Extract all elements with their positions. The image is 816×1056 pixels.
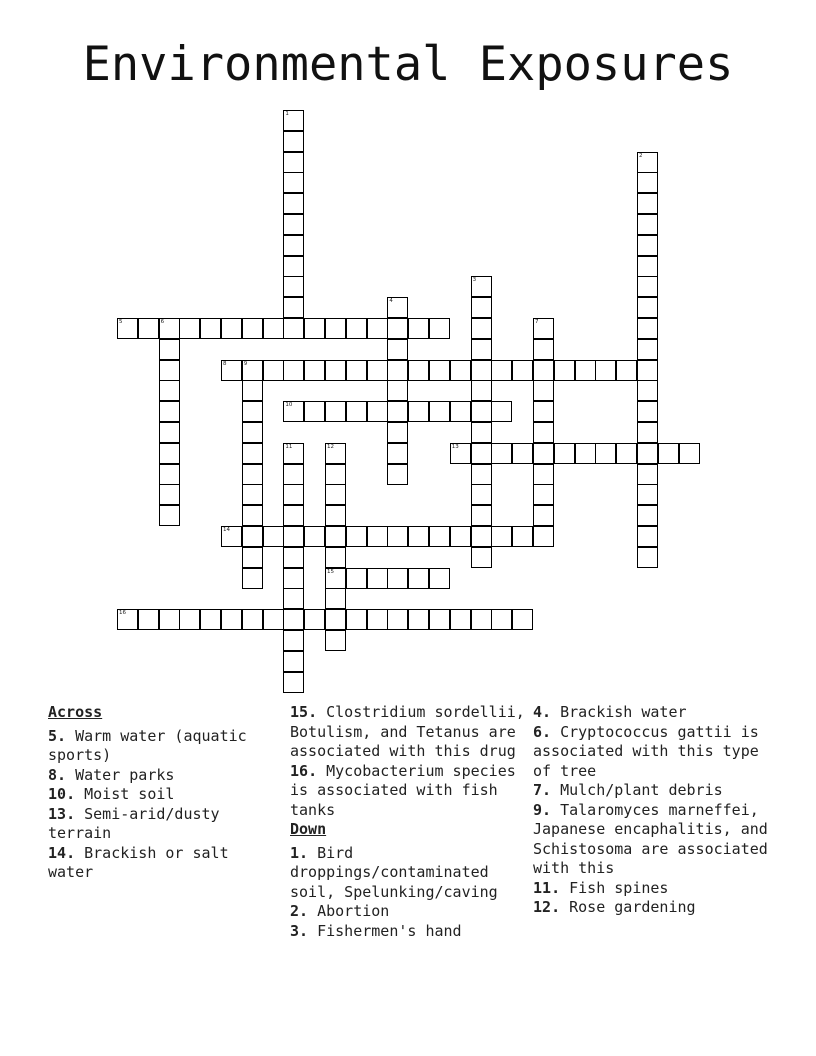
grid-cell[interactable] — [283, 526, 304, 547]
clue-number: 7 — [533, 781, 543, 799]
grid-cell[interactable] — [408, 526, 429, 547]
grid-cell[interactable] — [117, 318, 138, 339]
grid-cell[interactable] — [533, 526, 554, 547]
grid-cell[interactable] — [387, 380, 408, 401]
grid-cell[interactable] — [283, 588, 304, 609]
grid-cell[interactable] — [221, 360, 242, 381]
grid-cell[interactable] — [367, 401, 388, 422]
clue-text: Abortion — [317, 902, 390, 920]
clue-column-1 — [48, 703, 278, 883]
grid-cell[interactable] — [512, 360, 533, 381]
grid-cell[interactable] — [533, 318, 554, 339]
grid-cell[interactable] — [471, 609, 492, 630]
grid-cell[interactable] — [242, 318, 263, 339]
grid-cell[interactable] — [533, 443, 554, 464]
grid-cell[interactable] — [637, 276, 658, 297]
down-clue — [533, 781, 773, 801]
clue-column-2 — [290, 703, 528, 941]
clue-text: Warm water (aquatic sports) — [48, 726, 247, 764]
grid-cell[interactable] — [471, 297, 492, 318]
grid-cell[interactable] — [533, 401, 554, 422]
grid-cell[interactable] — [387, 339, 408, 360]
across-clue — [48, 805, 278, 844]
grid-cell[interactable] — [283, 547, 304, 568]
grid-cell[interactable] — [637, 401, 658, 422]
grid-cell[interactable] — [283, 131, 304, 152]
grid-cell[interactable] — [367, 609, 388, 630]
grid-cell[interactable] — [283, 630, 304, 651]
grid-cell[interactable] — [637, 422, 658, 443]
grid-cell[interactable] — [554, 360, 575, 381]
grid-cell[interactable] — [533, 484, 554, 505]
grid-cell[interactable] — [304, 401, 325, 422]
clue-number-label: 12 — [327, 443, 334, 450]
clue-text: Semi-arid/dusty terrain — [48, 804, 220, 842]
grid-cell[interactable] — [471, 547, 492, 568]
grid-cell[interactable] — [512, 609, 533, 630]
grid-cell[interactable] — [387, 297, 408, 318]
grid-cell[interactable] — [637, 526, 658, 547]
grid-cell[interactable] — [367, 568, 388, 589]
grid-cell[interactable] — [283, 152, 304, 173]
grid-cell[interactable] — [512, 443, 533, 464]
clue-number-label: 5 — [119, 319, 123, 325]
grid-cell[interactable] — [595, 443, 616, 464]
grid-cell[interactable] — [575, 360, 596, 381]
grid-cell[interactable] — [346, 360, 367, 381]
clue-text: Brackish water — [560, 703, 687, 721]
grid-cell[interactable] — [242, 401, 263, 422]
grid-cell[interactable] — [159, 484, 180, 505]
grid-cell[interactable] — [471, 464, 492, 485]
grid-cell[interactable] — [283, 568, 304, 589]
grid-cell[interactable] — [263, 360, 284, 381]
grid-cell[interactable] — [263, 318, 284, 339]
grid-cell[interactable] — [637, 152, 658, 173]
grid-cell[interactable] — [283, 401, 304, 422]
clue-number: 3 — [290, 921, 300, 940]
across-clue — [48, 844, 278, 883]
grid-cell[interactable] — [408, 360, 429, 381]
grid-cell[interactable] — [346, 526, 367, 547]
grid-cell[interactable] — [450, 526, 471, 547]
grid-cell[interactable] — [429, 526, 450, 547]
grid-cell[interactable] — [117, 609, 138, 630]
clue-number-label: 7 — [535, 319, 539, 325]
down-heading: Down — [290, 820, 327, 838]
clue-text: Rose gardening — [569, 898, 696, 916]
grid-cell[interactable] — [304, 526, 325, 547]
grid-cell[interactable] — [283, 505, 304, 526]
grid-cell[interactable] — [304, 609, 325, 630]
clue-number: 9 — [533, 800, 543, 819]
clue-number-label: 6 — [160, 319, 165, 325]
grid-cell[interactable] — [159, 380, 180, 401]
grid-cell[interactable] — [637, 547, 658, 568]
grid-cell[interactable] — [283, 276, 304, 297]
grid-cell[interactable] — [387, 568, 408, 589]
grid-cell[interactable] — [533, 505, 554, 526]
clue-number-dot: . — [542, 781, 561, 799]
grid-cell[interactable] — [637, 484, 658, 505]
grid-cell[interactable] — [346, 609, 367, 630]
grid-cell[interactable] — [325, 568, 346, 589]
grid-cell[interactable] — [533, 360, 554, 381]
grid-cell[interactable] — [242, 568, 263, 589]
grid-cell[interactable] — [200, 609, 221, 630]
grid-cell[interactable] — [387, 526, 408, 547]
down-clue — [533, 898, 773, 918]
clue-number-dot: . — [308, 761, 327, 780]
clue-column-3 — [533, 703, 773, 918]
grid-cell[interactable] — [491, 401, 512, 422]
grid-cell[interactable] — [159, 318, 180, 339]
grid-cell[interactable] — [283, 672, 304, 693]
clue-number-dot: . — [299, 843, 318, 862]
grid-cell[interactable] — [325, 360, 346, 381]
grid-cell[interactable] — [325, 318, 346, 339]
grid-cell[interactable] — [637, 235, 658, 256]
grid-cell[interactable] — [471, 401, 492, 422]
grid-cell[interactable] — [242, 609, 263, 630]
grid-cell[interactable] — [159, 339, 180, 360]
across-clue — [48, 727, 278, 766]
clue-text: Talaromyces marneffei, Japanese encaphalitis, and Schistosoma are associated with this — [533, 800, 768, 877]
grid-cell[interactable] — [346, 568, 367, 589]
grid-cell[interactable] — [512, 526, 533, 547]
grid-cell[interactable] — [283, 651, 304, 672]
puzzle-title: Environmental Exposures — [82, 37, 734, 92]
grid-cell[interactable] — [471, 484, 492, 505]
down-clue — [533, 703, 773, 723]
grid-cell[interactable] — [221, 526, 242, 547]
grid-cell[interactable] — [283, 193, 304, 214]
clue-number-label: 1 — [285, 111, 289, 117]
clue-text: Mulch/plant debris — [560, 781, 723, 799]
grid-cell[interactable] — [242, 464, 263, 485]
grid-cell[interactable] — [387, 609, 408, 630]
grid-cell[interactable] — [679, 443, 700, 464]
grid-cell[interactable] — [429, 609, 450, 630]
grid-cell[interactable] — [616, 443, 637, 464]
grid-cell[interactable] — [159, 609, 180, 630]
clue-number-label: 4 — [389, 298, 393, 305]
grid-cell[interactable] — [450, 401, 471, 422]
clue-number: 11 — [533, 878, 552, 897]
clue-number: 5 — [48, 726, 58, 745]
clue-number-dot: . — [308, 703, 327, 721]
grid-cell[interactable] — [637, 339, 658, 360]
grid-cell[interactable] — [471, 380, 492, 401]
clue-number-label: 11 — [285, 443, 293, 450]
clue-number: 16 — [290, 761, 309, 780]
grid-cell[interactable] — [491, 443, 512, 464]
grid-cell[interactable] — [471, 526, 492, 547]
grid-cell[interactable] — [408, 609, 429, 630]
grid-cell[interactable] — [367, 318, 388, 339]
grid-cell[interactable] — [637, 297, 658, 318]
clue-number-label: 16 — [119, 610, 126, 617]
grid-cell[interactable] — [533, 464, 554, 485]
grid-cell[interactable] — [554, 443, 575, 464]
grid-cell[interactable] — [429, 360, 450, 381]
grid-cell[interactable] — [325, 526, 346, 547]
grid-cell[interactable] — [346, 318, 367, 339]
clue-number-label: 3 — [472, 277, 477, 284]
grid-cell[interactable] — [637, 380, 658, 401]
clue-text: Fish spines — [569, 878, 669, 897]
grid-cell[interactable] — [179, 609, 200, 630]
clue-number-label: 10 — [285, 402, 293, 409]
grid-cell[interactable] — [471, 276, 492, 297]
grid-cell[interactable] — [242, 360, 263, 381]
clue-number: 1 — [290, 843, 300, 862]
grid-cell[interactable] — [595, 360, 616, 381]
grid-cell[interactable] — [533, 339, 554, 360]
clue-number-label: 15 — [327, 568, 334, 575]
grid-cell[interactable] — [346, 401, 367, 422]
grid-cell[interactable] — [283, 609, 304, 630]
grid-cell[interactable] — [637, 193, 658, 214]
grid-cell[interactable] — [283, 484, 304, 505]
clue-number: 2 — [290, 902, 300, 920]
clue-number-dot: . — [299, 902, 318, 920]
clue-text: Water parks — [75, 765, 175, 784]
grid-cell[interactable] — [471, 339, 492, 360]
grid-cell[interactable] — [387, 318, 408, 339]
grid-cell[interactable] — [471, 360, 492, 381]
grid-cell[interactable] — [450, 443, 471, 464]
grid-cell[interactable] — [533, 380, 554, 401]
clue-number: 12 — [533, 898, 552, 916]
down-clue — [533, 801, 773, 879]
grid-cell[interactable] — [491, 609, 512, 630]
grid-cell[interactable] — [200, 318, 221, 339]
grid-cell[interactable] — [471, 443, 492, 464]
grid-cell[interactable] — [637, 360, 658, 381]
clue-number-label: 14 — [223, 527, 230, 533]
clue-number: 14 — [48, 843, 67, 862]
clue-number: 15 — [290, 703, 309, 721]
grid-cell[interactable] — [325, 484, 346, 505]
down-clue — [290, 844, 528, 903]
grid-cell[interactable] — [471, 318, 492, 339]
grid-cell[interactable] — [387, 360, 408, 381]
grid-cell[interactable] — [304, 318, 325, 339]
grid-cell[interactable] — [491, 360, 512, 381]
grid-cell[interactable] — [387, 443, 408, 464]
grid-cell[interactable] — [283, 172, 304, 193]
grid-cell[interactable] — [283, 443, 304, 464]
clue-number-dot: . — [66, 843, 85, 862]
grid-cell[interactable] — [471, 505, 492, 526]
clue-number: 6 — [533, 722, 543, 741]
grid-cell[interactable] — [637, 172, 658, 193]
grid-cell[interactable] — [367, 360, 388, 381]
grid-cell[interactable] — [325, 630, 346, 651]
grid-cell[interactable] — [242, 380, 263, 401]
across-clue — [48, 785, 278, 805]
grid-cell[interactable] — [325, 547, 346, 568]
grid-cell[interactable] — [283, 256, 304, 277]
down-clue — [533, 723, 773, 782]
grid-cell[interactable] — [637, 256, 658, 277]
grid-cell[interactable] — [242, 422, 263, 443]
grid-cell[interactable] — [491, 526, 512, 547]
clue-text: Mycobacterium species is associated with fish tanks — [290, 761, 516, 819]
grid-cell[interactable] — [242, 526, 263, 547]
grid-cell[interactable] — [367, 526, 388, 547]
clue-number-dot: . — [551, 898, 570, 916]
grid-cell[interactable] — [242, 505, 263, 526]
grid-cell[interactable] — [304, 360, 325, 381]
grid-cell[interactable] — [283, 110, 304, 131]
grid-cell[interactable] — [429, 568, 450, 589]
grid-cell[interactable] — [283, 214, 304, 235]
grid-cell[interactable] — [450, 360, 471, 381]
clue-number-label: 13 — [451, 443, 459, 450]
grid-cell[interactable] — [408, 401, 429, 422]
grid-cell[interactable] — [263, 609, 284, 630]
clue-text: Fishermen's hand — [317, 921, 462, 940]
clue-number: 8 — [48, 765, 58, 784]
clue-number-label: 9 — [243, 360, 248, 367]
grid-cell[interactable] — [159, 464, 180, 485]
clue-number: 10 — [48, 785, 67, 803]
grid-cell[interactable] — [325, 401, 346, 422]
grid-cell[interactable] — [159, 360, 180, 381]
grid-cell[interactable] — [325, 464, 346, 485]
grid-cell[interactable] — [387, 464, 408, 485]
grid-cell[interactable] — [179, 318, 200, 339]
grid-cell[interactable] — [575, 443, 596, 464]
grid-cell[interactable] — [138, 318, 159, 339]
grid-cell[interactable] — [450, 609, 471, 630]
grid-cell[interactable] — [533, 422, 554, 443]
grid-cell[interactable] — [283, 297, 304, 318]
grid-cell[interactable] — [159, 505, 180, 526]
grid-cell[interactable] — [242, 484, 263, 505]
grid-cell[interactable] — [387, 401, 408, 422]
clue-number-dot: . — [542, 722, 561, 741]
across-clue — [290, 762, 528, 821]
clue-number-dot: . — [542, 703, 561, 721]
down-clue — [290, 902, 528, 922]
grid-cell[interactable] — [159, 401, 180, 422]
clue-number-dot: . — [542, 800, 561, 819]
grid-cell[interactable] — [221, 609, 242, 630]
grid-cell[interactable] — [263, 526, 284, 547]
grid-cell[interactable] — [616, 360, 637, 381]
clue-text: Moist soil — [84, 785, 175, 803]
clue-number: 4 — [533, 703, 543, 721]
grid-cell[interactable] — [221, 318, 242, 339]
clue-number: 13 — [48, 804, 67, 823]
across-clue — [290, 703, 528, 762]
grid-cell[interactable] — [429, 318, 450, 339]
grid-cell[interactable] — [325, 588, 346, 609]
clue-number-dot: . — [57, 726, 76, 745]
grid-cell[interactable] — [283, 235, 304, 256]
grid-cell[interactable] — [325, 443, 346, 464]
clue-number-dot: . — [551, 878, 570, 897]
down-clue — [290, 922, 528, 942]
clue-text: Clostridium sordellii, Botulism, and Tetanus are associated with this drug — [290, 703, 525, 760]
grid-cell[interactable] — [242, 443, 263, 464]
grid-cell[interactable] — [637, 443, 658, 464]
grid-cell[interactable] — [471, 422, 492, 443]
grid-cell[interactable] — [637, 318, 658, 339]
clue-number-dot: . — [66, 785, 85, 803]
clue-number-label: 8 — [223, 360, 227, 367]
grid-cell[interactable] — [387, 422, 408, 443]
clue-text: Cryptococcus gattii is associated with this type of tree — [533, 722, 759, 780]
grid-cell[interactable] — [283, 318, 304, 339]
grid-cell[interactable] — [159, 443, 180, 464]
grid-cell[interactable] — [408, 318, 429, 339]
clue-text: Brackish or salt water — [48, 843, 229, 881]
grid-cell[interactable] — [637, 214, 658, 235]
grid-cell[interactable] — [325, 505, 346, 526]
grid-cell[interactable] — [283, 360, 304, 381]
grid-cell[interactable] — [408, 568, 429, 589]
grid-cell[interactable] — [325, 609, 346, 630]
down-clue — [533, 879, 773, 899]
across-clue — [48, 766, 278, 786]
grid-cell[interactable] — [658, 443, 679, 464]
clue-number-dot: . — [66, 804, 85, 823]
clue-number-label: 2 — [639, 152, 643, 159]
clue-number-dot: . — [57, 765, 76, 784]
grid-cell[interactable] — [283, 464, 304, 485]
grid-cell[interactable] — [429, 401, 450, 422]
grid-cell[interactable] — [138, 609, 159, 630]
across-heading: Across — [48, 703, 103, 721]
clue-number-dot: . — [299, 921, 318, 940]
clue-text: Bird droppings/contaminated soil, Spelunking/caving — [290, 843, 498, 901]
grid-cell[interactable] — [637, 505, 658, 526]
grid-cell[interactable] — [159, 422, 180, 443]
grid-cell[interactable] — [242, 547, 263, 568]
grid-cell[interactable] — [637, 464, 658, 485]
